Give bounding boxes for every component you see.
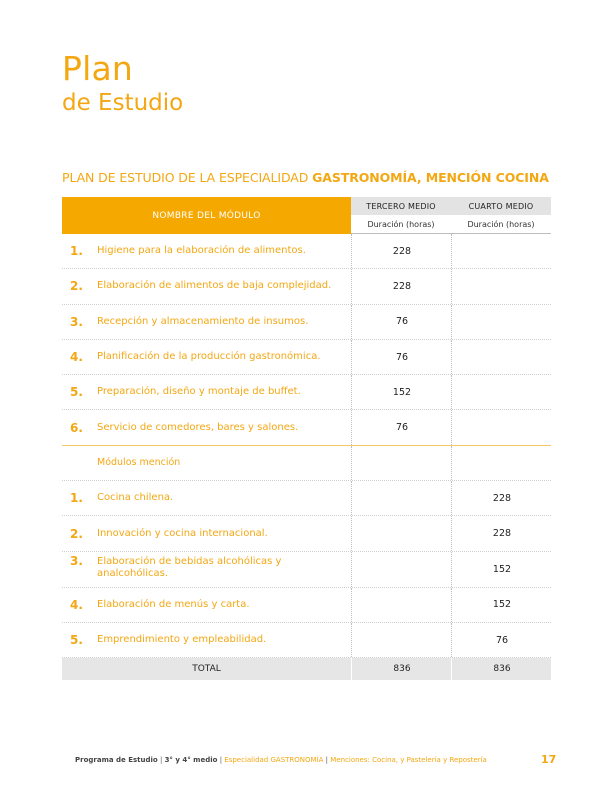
footer-program: Programa de Estudio bbox=[75, 756, 158, 764]
row-label: Emprendimiento y empleabilidad. bbox=[97, 634, 267, 646]
page-footer bbox=[75, 756, 487, 764]
header-module-name: NOMBRE DEL MÓDULO bbox=[62, 197, 351, 234]
row-number: 1. bbox=[70, 244, 83, 259]
table-row bbox=[62, 375, 551, 410]
row-tercero-value: 152 bbox=[351, 375, 452, 409]
row-number: 2. bbox=[70, 279, 83, 294]
row-label: Planificación de la producción gastronómica. bbox=[97, 351, 321, 363]
footer-separator: | bbox=[159, 756, 163, 764]
row-cuarto-value: 152 bbox=[451, 588, 552, 622]
page-number: 17 bbox=[541, 753, 557, 766]
row-cuarto-value: 152 bbox=[451, 552, 552, 587]
row-cuarto-value bbox=[451, 375, 552, 409]
table-row bbox=[62, 552, 551, 588]
table-row bbox=[62, 234, 551, 269]
page-title: Plan bbox=[62, 49, 134, 88]
header-col-cuarto bbox=[451, 197, 551, 234]
row-label: Servicio de comedores, bares y salones. bbox=[97, 421, 299, 433]
footer-separator: | bbox=[325, 756, 329, 764]
row-tercero-value: 228 bbox=[351, 234, 452, 268]
total-row bbox=[62, 658, 551, 680]
header-col-cuarto-sub: Duración (horas) bbox=[451, 215, 551, 234]
row-cuarto-value bbox=[451, 446, 552, 480]
row-number: 4. bbox=[70, 597, 83, 612]
row-tercero-value bbox=[351, 446, 452, 480]
study-plan-table bbox=[62, 197, 551, 680]
mention-modules-heading: Módulos mención bbox=[97, 456, 181, 468]
header-col-tercero-title: TERCERO MEDIO bbox=[351, 197, 451, 215]
row-label: Higiene para la elaboración de alimentos. bbox=[97, 245, 306, 257]
footer-mentions: Menciones: Cocina, y Pastelería y Repostería bbox=[330, 756, 487, 764]
row-cuarto-value bbox=[451, 340, 552, 374]
header-col-tercero-sub: Duración (horas) bbox=[351, 215, 451, 234]
row-cuarto-value bbox=[451, 305, 552, 339]
row-cuarto-value bbox=[451, 269, 552, 303]
row-tercero-value bbox=[351, 552, 452, 587]
footer-grade: 3° y 4° medio bbox=[164, 756, 218, 764]
total-cuarto-value: 836 bbox=[451, 658, 552, 680]
section-heading bbox=[62, 170, 549, 185]
row-cuarto-value: 76 bbox=[451, 623, 552, 657]
row-label: Elaboración de bebidas alcohólicas y analcohólicas. bbox=[97, 555, 282, 579]
footer-specialty: Especialidad GASTRONOMÍA bbox=[224, 756, 324, 764]
row-label: Innovación y cocina internacional. bbox=[97, 527, 268, 539]
row-number: 3. bbox=[70, 314, 83, 329]
row-number: 4. bbox=[70, 350, 83, 365]
total-tercero-value: 836 bbox=[351, 658, 452, 680]
row-tercero-value: 76 bbox=[351, 340, 452, 374]
table-row bbox=[62, 305, 551, 340]
row-cuarto-value bbox=[451, 410, 552, 444]
row-tercero-value bbox=[351, 481, 452, 515]
table-header bbox=[62, 197, 551, 234]
section-heading-prefix: PLAN DE ESTUDIO DE LA ESPECIALIDAD bbox=[62, 170, 313, 185]
table-row bbox=[62, 269, 551, 304]
row-number: 6. bbox=[70, 420, 83, 435]
table-row bbox=[62, 340, 551, 375]
row-label: Preparación, diseño y montaje de buffet. bbox=[97, 386, 301, 398]
page-subtitle: de Estudio bbox=[62, 90, 184, 116]
row-label: Elaboración de menús y carta. bbox=[97, 598, 250, 610]
table-row bbox=[62, 623, 551, 658]
row-tercero-value: 76 bbox=[351, 410, 452, 444]
row-number: 5. bbox=[70, 633, 83, 648]
table-row bbox=[62, 516, 551, 551]
table-row bbox=[62, 410, 551, 445]
row-tercero-value: 76 bbox=[351, 305, 452, 339]
header-col-tercero bbox=[351, 197, 451, 234]
mention-modules-header-row bbox=[62, 446, 551, 481]
row-tercero-value: 228 bbox=[351, 269, 452, 303]
row-label: Recepción y almacenamiento de insumos. bbox=[97, 315, 309, 327]
table-row bbox=[62, 588, 551, 623]
row-number: 5. bbox=[70, 385, 83, 400]
row-label: Cocina chilena. bbox=[97, 492, 174, 504]
footer-separator: | bbox=[219, 756, 223, 764]
row-number: 1. bbox=[70, 491, 83, 506]
section-heading-bold: GASTRONOMÍA, MENCIÓN COCINA bbox=[312, 170, 549, 185]
total-label: TOTAL bbox=[192, 664, 221, 675]
row-cuarto-value bbox=[451, 234, 552, 268]
row-number: 2. bbox=[70, 526, 83, 541]
row-cuarto-value: 228 bbox=[451, 481, 552, 515]
row-label: Elaboración de alimentos de baja complejidad. bbox=[97, 280, 332, 292]
row-number: 3. bbox=[70, 553, 83, 568]
header-col-cuarto-title: CUARTO MEDIO bbox=[451, 197, 551, 215]
row-tercero-value bbox=[351, 516, 452, 550]
table-row bbox=[62, 481, 551, 516]
row-tercero-value bbox=[351, 623, 452, 657]
row-tercero-value bbox=[351, 588, 452, 622]
row-cuarto-value: 228 bbox=[451, 516, 552, 550]
